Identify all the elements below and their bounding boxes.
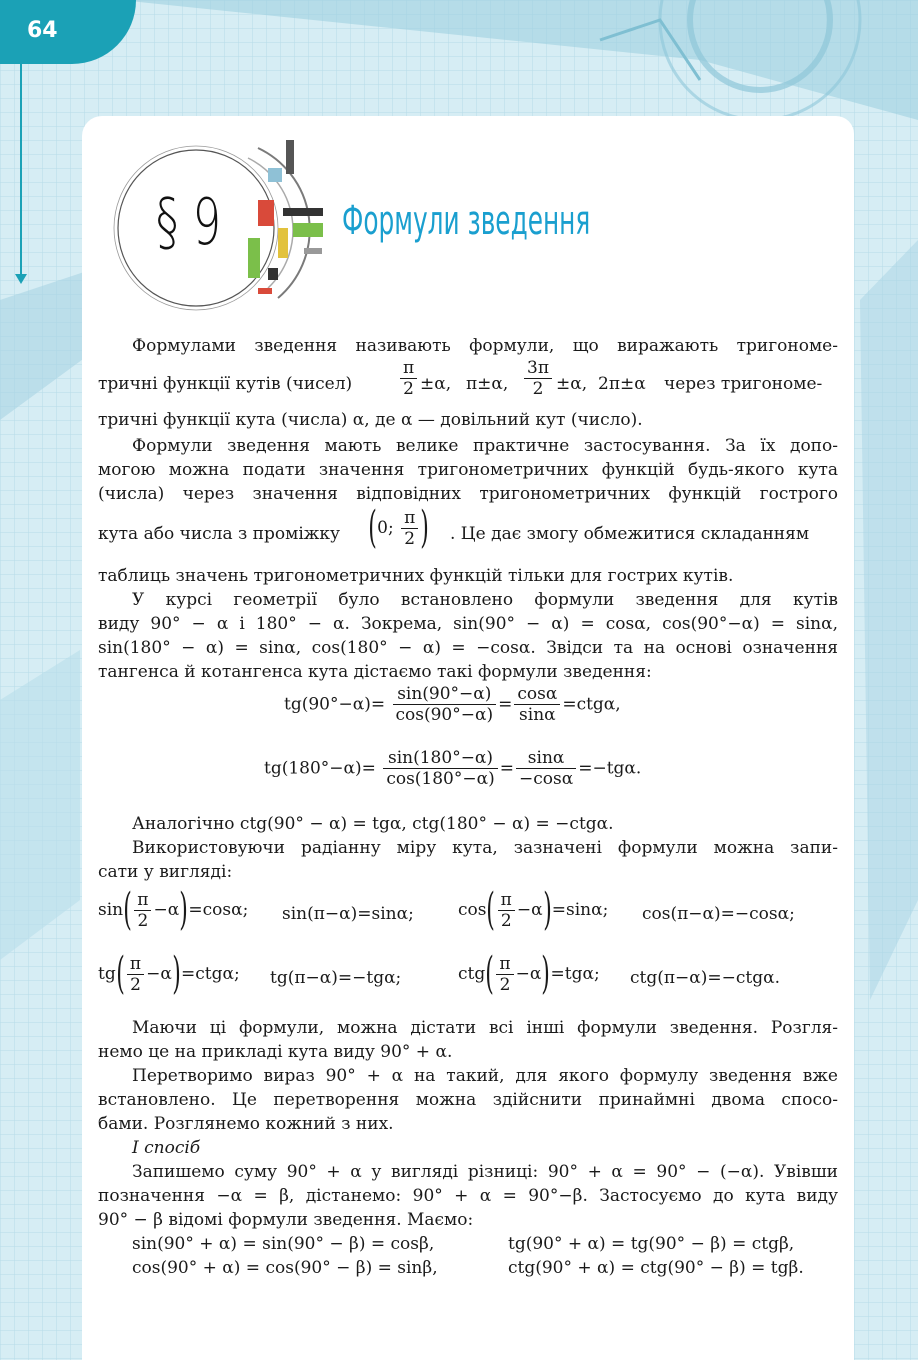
fraction: [516, 748, 576, 789]
page-number: 64: [27, 18, 58, 43]
fraction-pi-over-2: $\frac{\pi}{2}$: [127, 954, 144, 995]
formula-cos-pi: cos(π−α)=−cosα;: [642, 904, 795, 924]
text-line: сати у вигляді:: [98, 862, 233, 882]
formula-ctg-pi2: ctg( $\frac{\pi}{2}$ −α)=tgα;: [458, 948, 600, 999]
text-line: тричні функції кута (числа) α, де α — довільний кут (число).: [98, 410, 643, 430]
math-fragment: =: [498, 694, 513, 715]
text-line: Формулами зведення називають формули, що виражають тригономе-: [132, 336, 838, 356]
math-fragment: 0;: [377, 518, 394, 538]
numerator: sin(90°−α): [393, 684, 497, 705]
fraction-3pi-over-2: [524, 358, 552, 399]
numerator: cosα: [514, 684, 560, 705]
text-line: (числа) через значення відповідних тригонометричних функцій гострого: [98, 484, 838, 504]
denominator: cos(90°−α): [395, 705, 494, 725]
text-fragment: кута або числа з проміжку: [98, 524, 341, 544]
section-emblem-icon: [108, 128, 338, 318]
text-line: встановлено. Це перетворення можна здійснити принаймні двома спосо-: [98, 1090, 838, 1110]
fraction: [383, 748, 497, 789]
section-mark: § 9: [156, 186, 222, 260]
text-line: Формули зведення мають велике практичне застосування. За їх допо-: [132, 436, 838, 456]
radian-formulas-row-1: [98, 884, 842, 940]
fraction-pi-over-2: $\frac{\pi}{2}$: [498, 890, 515, 931]
text-line: Запишемо суму 90° + α у вигляді різниці: 90° + α = 90° − (−α). Увівши: [132, 1162, 838, 1182]
method-heading: І спосіб: [132, 1138, 201, 1158]
numerator: π: [401, 508, 418, 529]
text-line: Перетворимо вираз 90° + α на такий, для якого формулу зведення вже: [132, 1066, 838, 1086]
denominator: 2: [532, 379, 544, 399]
math-fragment: tg(90°−α)=: [284, 694, 386, 715]
text-line: Маючи ці формули, можна дістати всі інші формули зведення. Розгля-: [132, 1018, 838, 1038]
formula-tg-90: [284, 684, 621, 734]
text-line: sin(180° − α) = sinα, cos(180° − α) = −cosα. Звідси та на основі означення: [98, 638, 838, 658]
interval: (0; $\frac{\pi}{2}$ ): [368, 502, 430, 553]
formula-tg-pi: tg(π−α)=−tgα;: [270, 968, 402, 988]
text-line-with-interval: [98, 502, 840, 562]
denominator: −cosα: [518, 769, 574, 789]
margin-arrow-icon: [15, 274, 27, 284]
formula-line: cos(90° + α) = cos(90° − β) = sinβ,: [132, 1258, 438, 1278]
fraction: [393, 684, 497, 725]
formula-line: ctg(90° + α) = ctg(90° − β) = tgβ.: [508, 1258, 804, 1278]
text-line: могою можна подати значення тригонометричних функцій будь-якого кута: [98, 460, 838, 480]
formula-cos-pi2: cos( $\frac{\pi}{2}$ −α)=sinα;: [458, 884, 609, 935]
math-fragment: π±α,: [466, 374, 509, 394]
fraction-pi-over-2: [400, 358, 417, 399]
formula-tg-180: [264, 748, 641, 798]
text-line-with-fractions: [98, 358, 840, 410]
text-line: Використовуючи радіанну міру кута, зазначені формули можна запи-: [132, 838, 838, 858]
text-line: позначення −α = β, дістанемо: 90° + α = 90°−β. Застосуємо до кута виду: [98, 1186, 838, 1206]
denominator: 2: [403, 379, 414, 399]
denominator: 2: [404, 528, 416, 549]
math-fragment: tg(180°−α)=: [264, 758, 376, 779]
text-line: таблиць значень тригонометричних функцій тільки для гострих кутів.: [98, 566, 734, 586]
formula-line: tg(90° + α) = tg(90° − β) = ctgβ,: [508, 1234, 795, 1254]
text-fragment: . Це дає змогу обмежитися складанням: [450, 524, 810, 544]
numerator: sinα: [516, 748, 576, 769]
text-line: Аналогічно ctg(90° − α) = tgα, ctg(180° − α) = −ctgα.: [132, 814, 614, 834]
text-line: 90° − β відомі формули зведення. Маємо:: [98, 1210, 474, 1230]
numerator: π: [400, 358, 417, 379]
formula-ctg-pi: ctg(π−α)=−ctgα.: [630, 968, 781, 988]
formula-line: sin(90° + α) = sin(90° − β) = cosβ,: [132, 1234, 435, 1254]
denominator: sinα: [519, 705, 556, 725]
text-line: У курсі геометрії було встановлено формули зведення для кутів: [132, 590, 838, 610]
fraction-pi-over-2: $\frac{\pi}{2}$: [134, 890, 151, 931]
math-fragment: =ctgα,: [562, 694, 621, 715]
numerator: 3π: [524, 358, 552, 379]
text-line: немо це на прикладі кута виду 90° + α.: [98, 1042, 453, 1062]
denominator: cos(180°−α): [386, 769, 495, 789]
text-line: тангенса й котангенса кута дістаємо такі формули зведення:: [98, 662, 652, 682]
formula-sin-pi: sin(π−α)=sinα;: [282, 904, 414, 924]
page-title: Формули зведення: [342, 198, 591, 244]
math-fragment: ±α,: [420, 374, 452, 394]
text-fragment: через тригономе-: [664, 374, 823, 394]
text-line: бами. Розглянемо кожний з них.: [98, 1114, 394, 1134]
formula-sin-pi2: sin( $\frac{\pi}{2}$ −α)=cosα;: [98, 884, 249, 935]
math-fragment: ±α,: [556, 374, 588, 394]
math-fragment: =−tgα.: [578, 758, 642, 779]
text-line: виду 90° − α і 180° − α. Зокрема, sin(90° − α) = cosα, cos(90°−α) = sinα,: [98, 614, 838, 634]
formula-tg-pi2: tg( $\frac{\pi}{2}$ −α)=ctgα;: [98, 948, 240, 999]
fraction-pi-over-2: $\frac{\pi}{2}$: [496, 954, 513, 995]
text-fragment: тричні функції кутів (чисел): [98, 374, 353, 394]
numerator: sin(180°−α): [383, 748, 497, 769]
math-fragment: 2π±α: [598, 374, 646, 394]
radian-formulas-row-2: [98, 948, 842, 1004]
fraction: [514, 684, 560, 725]
math-fragment: =: [499, 758, 514, 779]
margin-line: [20, 40, 22, 280]
fraction-pi-over-2: [401, 508, 418, 549]
